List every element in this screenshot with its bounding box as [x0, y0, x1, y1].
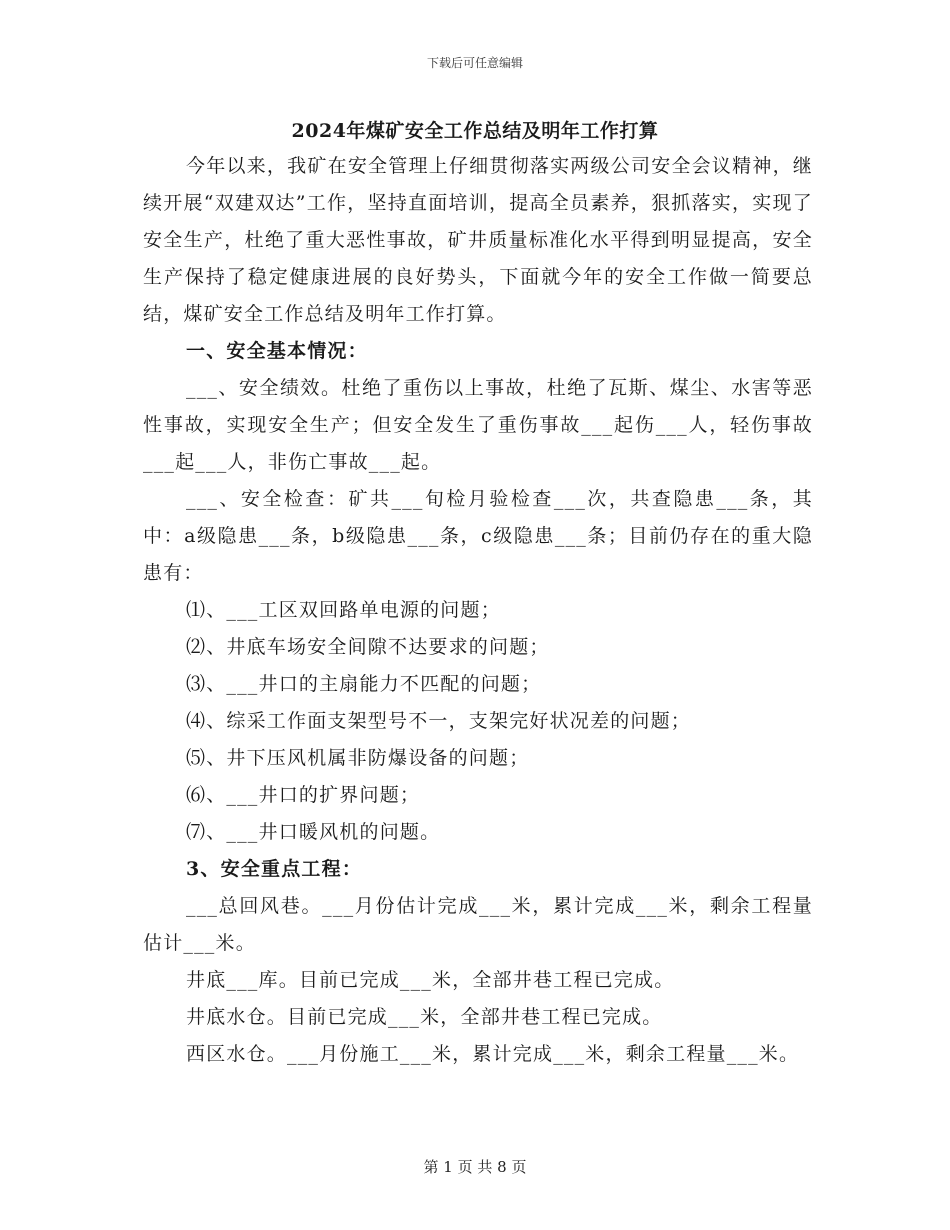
project-paragraph: ___总回风巷。___月份估计完成___米，累计完成___米，剩余工程量估计___米。	[143, 895, 813, 954]
hazard-item: ⑹、___井口的扩界问题；	[186, 784, 421, 806]
intro-paragraph: 今年以来，我矿在安全管理上仔细贯彻落实两级公司安全会议精神，继续开展“双建双达”工作，坚持直面培训，提高全员素养，狠抓落实，实现了安全生产，杜绝了重大恶性事故，矿井质量标准化水平得到明显提高，安全生产保持了稳定健康进展的良好势头，下面就今年的安全工作做一简要总结，煤矿安全工作总结及明年工作打算。	[143, 155, 813, 325]
hazard-item: ⑴、___工区双回路单电源的问题；	[186, 599, 501, 621]
hazard-item: ⑵、井底车场安全间隙不达要求的问题；	[186, 636, 550, 658]
header-note: 下载后可任意编辑	[426, 56, 523, 70]
safety-inspection-paragraph: ___、安全检查：矿共___旬检月验检查___次，共查隐患___条，其中：a级隐患___条，b级隐患___条，c级隐患___条；目前仍存在的重大隐患有：	[143, 488, 813, 584]
project-paragraph: 井底水仓。目前已完成___米，全部井巷工程已完成。	[186, 1006, 663, 1028]
hazard-item: ⑺、___井口暖风机的问题。	[186, 821, 441, 843]
hazard-item: ⑸、井下压风机属非防爆设备的问题；	[186, 747, 530, 769]
project-paragraph: 井底___库。目前已完成___米，全部井巷工程已完成。	[186, 969, 675, 991]
section-heading-key-projects: 3、安全重点工程：	[186, 858, 363, 880]
document-title: 2024年煤矿安全工作总结及明年工作打算	[291, 120, 659, 142]
page-number: 第 1 页 共 8 页	[423, 1158, 527, 1176]
document-body	[143, 148, 813, 1073]
project-paragraph: 西区水仓。___月份施工___米，累计完成___米，剩余工程量___米。	[186, 1043, 800, 1065]
hazard-item: ⑷、综采工作面支架型号不一，支架完好状况差的问题；	[186, 710, 692, 732]
safety-performance-paragraph: ___、安全绩效。杜绝了重伤以上事故，杜绝了瓦斯、煤尘、水害等恶性事故，实现安全生产；但安全发生了重伤事故___起伤___人，轻伤事故___起___人，非伤亡事故___起。	[143, 377, 813, 473]
section-heading-basic: 一、安全基本情况：	[186, 340, 368, 362]
hazard-item: ⑶、___井口的主扇能力不匹配的问题；	[186, 673, 542, 695]
